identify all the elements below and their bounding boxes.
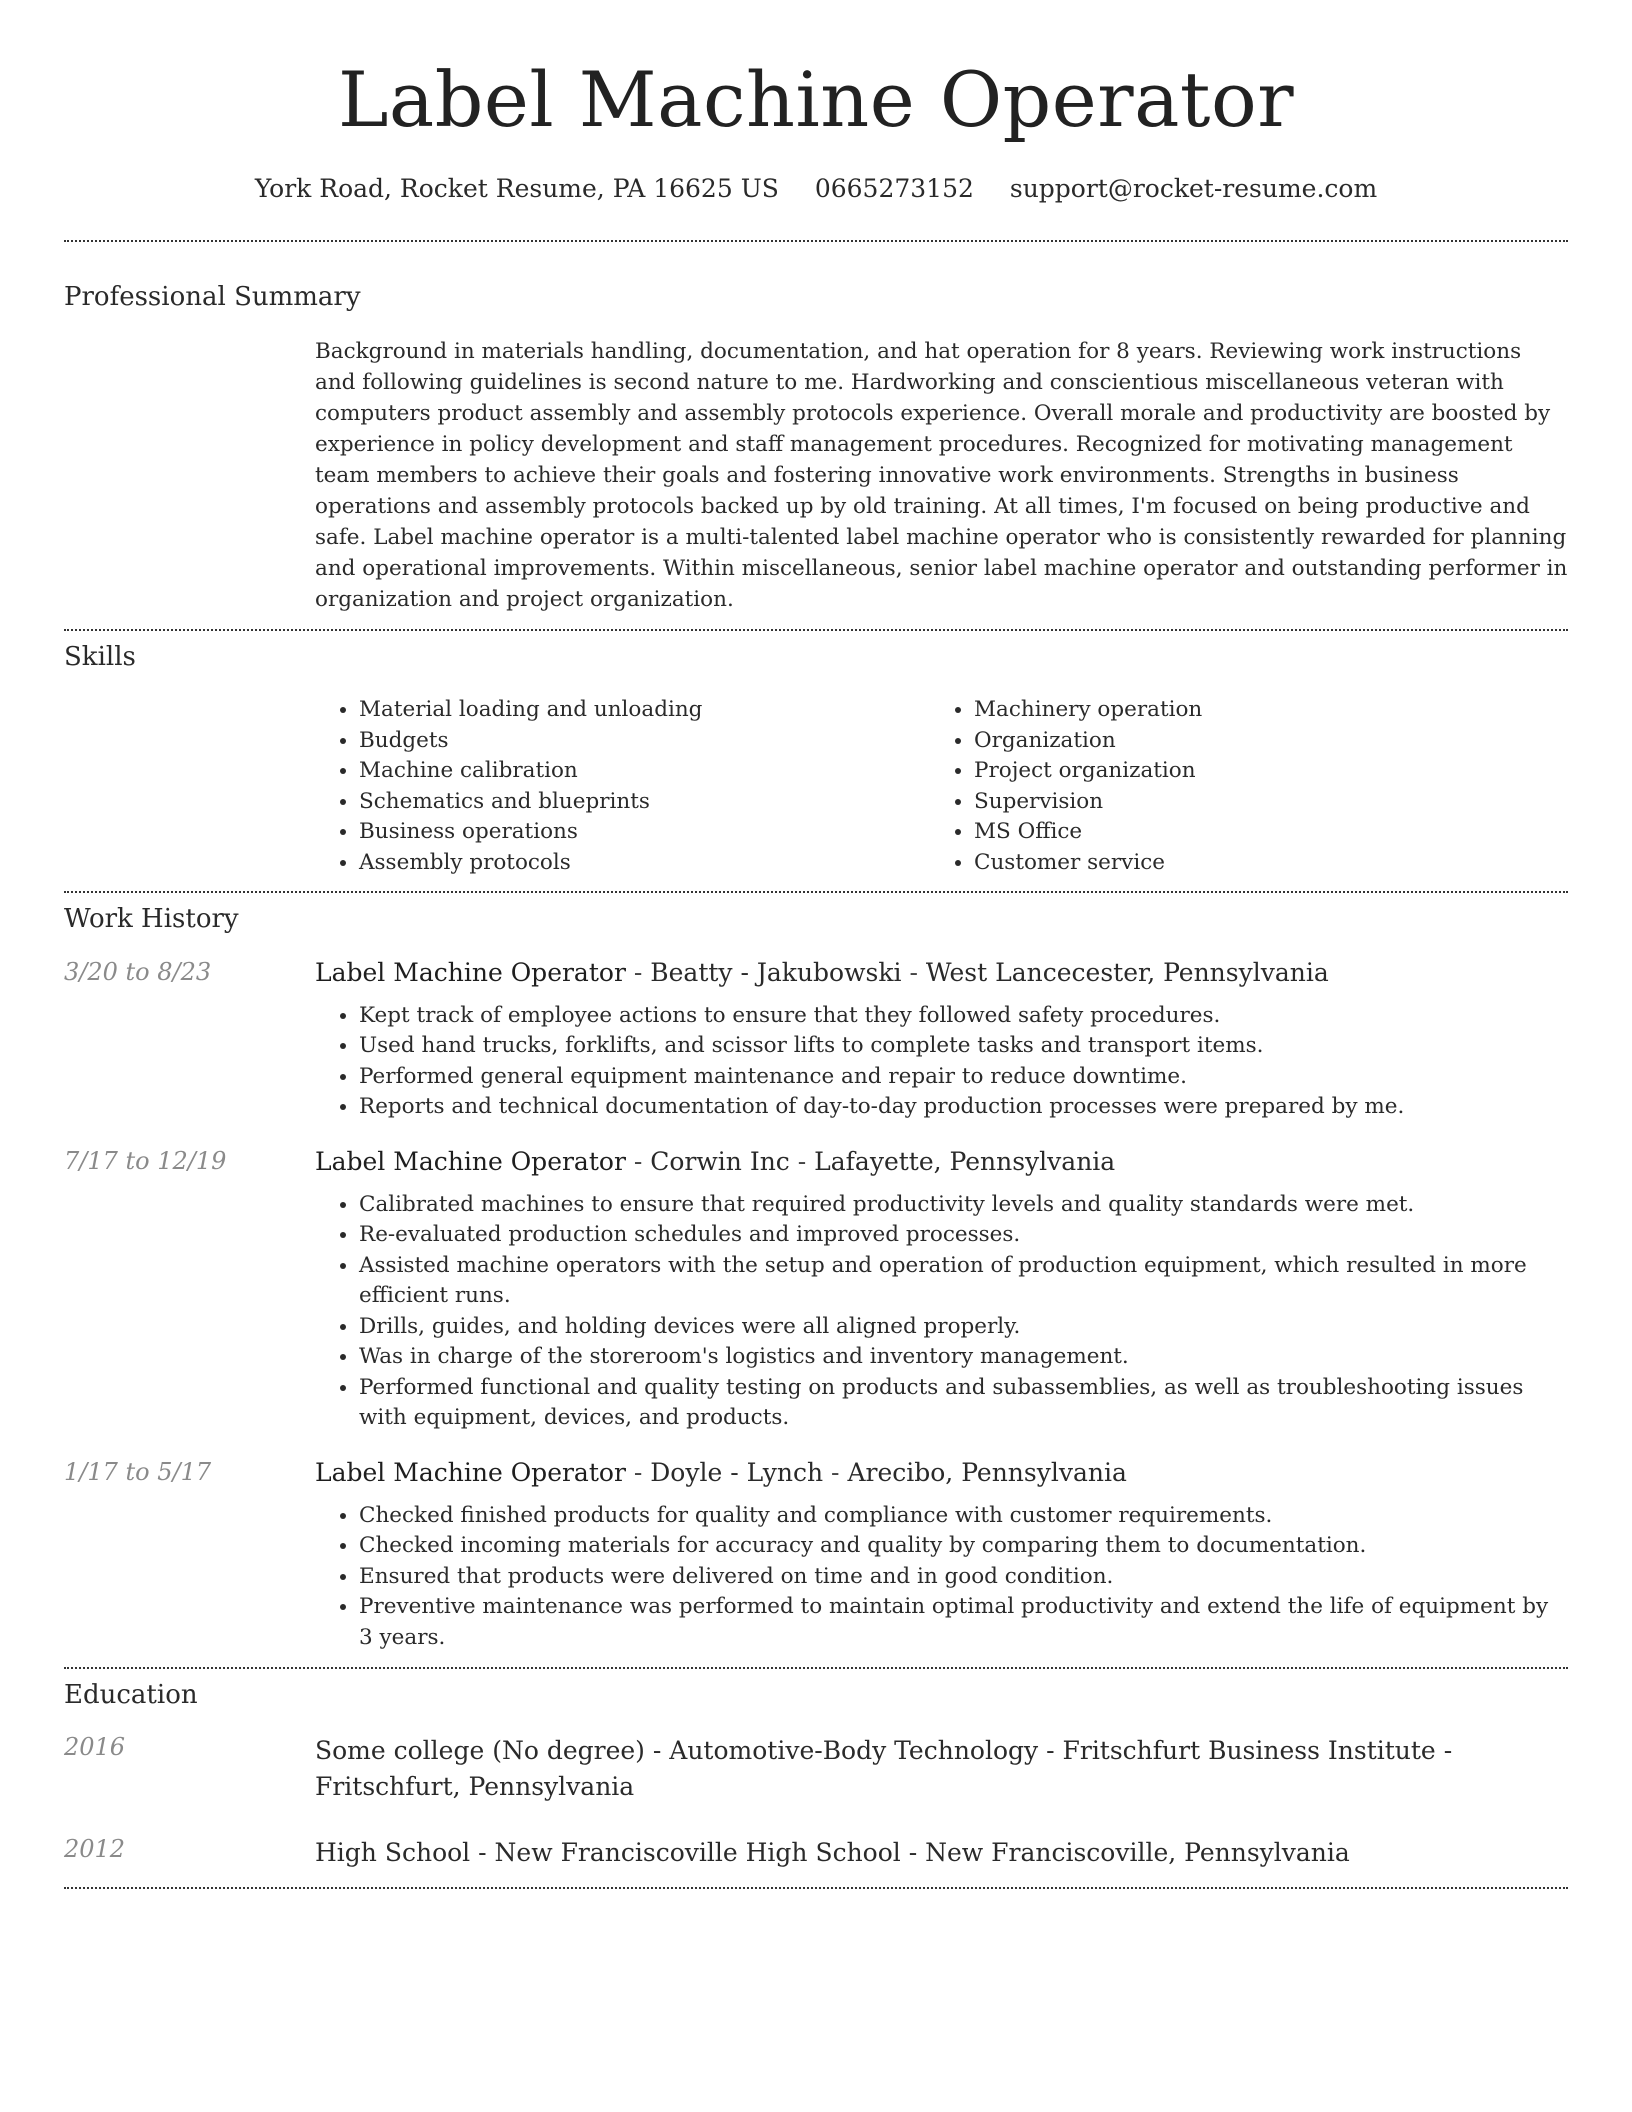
skills-section: [64, 642, 1568, 878]
skill-item: • Organization: [974, 726, 1500, 757]
education-degree: High School: [315, 1838, 471, 1868]
contact-line: [64, 172, 1568, 206]
education-year: 2016: [64, 1733, 126, 1762]
job-entry: [64, 1458, 1568, 1654]
education-location: New Franciscoville, Pennsylvania: [925, 1838, 1350, 1868]
summary-section: [64, 282, 1568, 615]
education-detail: Some college (No degree) - Automotive-Body Technology - Fritschfurt Business Institute - Fritschfurt, Pennsylvania: [315, 1736, 1453, 1802]
job-bullet: • Was in charge of the storeroom's logistics and inventory management.: [359, 1342, 1568, 1373]
work-history-section: [64, 904, 1568, 1653]
job-title: Label Machine Operator - Beatty - Jakubowski - West Lancecester, Pennsylvania: [315, 957, 1329, 987]
job-company: Beatty - Jakubowski: [650, 957, 902, 987]
education-year: 2012: [64, 1835, 126, 1864]
job-bullets: [315, 1001, 1568, 1123]
divider: [64, 240, 1568, 242]
summary-heading: Professional Summary: [64, 282, 361, 312]
job-location: Lafayette, Pennsylvania: [814, 1146, 1116, 1176]
work-history-heading: Work History: [64, 904, 239, 935]
job-bullet: • Used hand trucks, forklifts, and scissor lifts to complete tasks and transport items.: [359, 1031, 1568, 1062]
job-bullet: • Assisted machine operators with the setup and operation of production equipment, which resulted in more efficient runs.: [359, 1251, 1568, 1312]
job-company: Corwin Inc: [650, 1146, 790, 1176]
job-bullet: • Kept track of employee actions to ensure that they followed safety procedures.: [359, 1001, 1568, 1032]
job-bullets: [315, 1501, 1568, 1654]
divider: [64, 1667, 1568, 1669]
job-company: Doyle - Lynch: [650, 1457, 824, 1487]
job-bullet: • Reports and technical documentation of day-to-day production processes were prepared by me.: [359, 1092, 1568, 1123]
education-school: New Franciscoville High School: [494, 1838, 901, 1868]
job-dates: 7/17 to 12/19: [64, 1146, 227, 1175]
job-bullet: • Ensured that products were delivered on time and in good condition.: [359, 1562, 1568, 1593]
divider: [64, 891, 1568, 893]
skill-item: • Project organization: [974, 756, 1500, 787]
education-location: Fritschfurt, Pennsylvania: [315, 1772, 635, 1802]
skill-item: • Assembly protocols: [359, 848, 930, 879]
job-bullet: • Calibrated machines to ensure that required productivity levels and quality standards were met.: [359, 1190, 1568, 1221]
job-bullet: • Preventive maintenance was performed to maintain optimal productivity and extend the life of equipment by 3 years.: [359, 1592, 1568, 1653]
job-location: Arecibo, Pennsylvania: [847, 1457, 1127, 1487]
education-degree: Some college (No degree) - Automotive-Body Technology: [315, 1736, 1039, 1766]
skill-item: • Machine calibration: [359, 756, 930, 787]
job-title: Label Machine Operator - Corwin Inc - Lafayette, Pennsylvania: [315, 1146, 1116, 1176]
skill-item: • Schematics and blueprints: [359, 787, 930, 818]
skill-item: • Supervision: [974, 787, 1500, 818]
job-bullet: • Performed functional and quality testing on products and subassemblies, as well as troubleshooting issues with equipment, devices, and products.: [359, 1373, 1568, 1434]
education-entry: [64, 1835, 1568, 1871]
education-heading: Education: [64, 1680, 198, 1711]
job-bullet: • Drills, guides, and holding devices were all aligned properly.: [359, 1312, 1568, 1343]
job-title: Label Machine Operator - Doyle - Lynch - Arecibo, Pennsylvania: [315, 1457, 1127, 1487]
skills-list: [315, 695, 1568, 878]
job-dates: 1/17 to 5/17: [64, 1457, 212, 1486]
skills-heading: Skills: [64, 642, 136, 673]
job-bullet: • Performed general equipment maintenance and repair to reduce downtime.: [359, 1062, 1568, 1093]
skill-item: • Customer service: [974, 848, 1500, 879]
skills-column-left: [315, 695, 930, 878]
skills-column-right: [930, 695, 1500, 878]
job-bullet: • Checked incoming materials for accuracy and quality by comparing them to documentation.: [359, 1531, 1568, 1562]
education-entry: [64, 1733, 1568, 1805]
skill-item: • Material loading and unloading: [359, 695, 930, 726]
skill-item: • Machinery operation: [974, 695, 1500, 726]
job-dates: 3/20 to 8/23: [64, 957, 212, 986]
job-bullet: • Checked finished products for quality and compliance with customer requirements.: [359, 1501, 1568, 1532]
job-role: Label Machine Operator: [315, 1146, 626, 1176]
skill-item: • MS Office: [974, 817, 1500, 848]
contact-phone: 0665273152: [814, 174, 974, 203]
job-location: West Lancecester, Pennsylvania: [925, 957, 1329, 987]
job-entry: [64, 958, 1568, 1123]
divider: [64, 1887, 1568, 1889]
skill-item: • Budgets: [359, 726, 930, 757]
education-detail: High School - New Franciscoville High School - New Franciscoville, Pennsylvania: [315, 1838, 1350, 1868]
education-section: [64, 1680, 1568, 1871]
job-entry: [64, 1147, 1568, 1434]
job-bullet: • Re-evaluated production schedules and improved processes.: [359, 1220, 1568, 1251]
contact-email[interactable]: support@rocket-resume.com: [1009, 174, 1378, 203]
education-school: Fritschfurt Business Institute: [1062, 1736, 1436, 1766]
job-role: Label Machine Operator: [315, 1457, 626, 1487]
resume-name: Label Machine Operator: [337, 55, 1295, 144]
skill-item: • Business operations: [359, 817, 930, 848]
summary-text: Background in materials handling, documentation, and hat operation for 8 years. Reviewing work instructions and following guidelines is second nature to me. Hardworking and conscientious miscellaneous veteran with computers product assembly and assembly protocols experience. Overall morale and productivity are boosted by experience in policy development and staff management procedures. Recognized for motivating management team members to achieve their goals and fostering innovative work environments. Strengths in business operations and assembly protocols backed up by old training. At all times, I'm focused on being productive and safe. Label machine operator is a multi-talented label machine operator who is consistently rewarded for planning and operational improvements. Within miscellaneous, senior label machine operator and outstanding performer in organization and project organization.: [315, 339, 1568, 613]
divider: [64, 629, 1568, 631]
job-role: Label Machine Operator: [315, 957, 626, 987]
contact-address: York Road, Rocket Resume, PA 16625 US: [254, 174, 779, 203]
job-bullets: [315, 1190, 1568, 1434]
